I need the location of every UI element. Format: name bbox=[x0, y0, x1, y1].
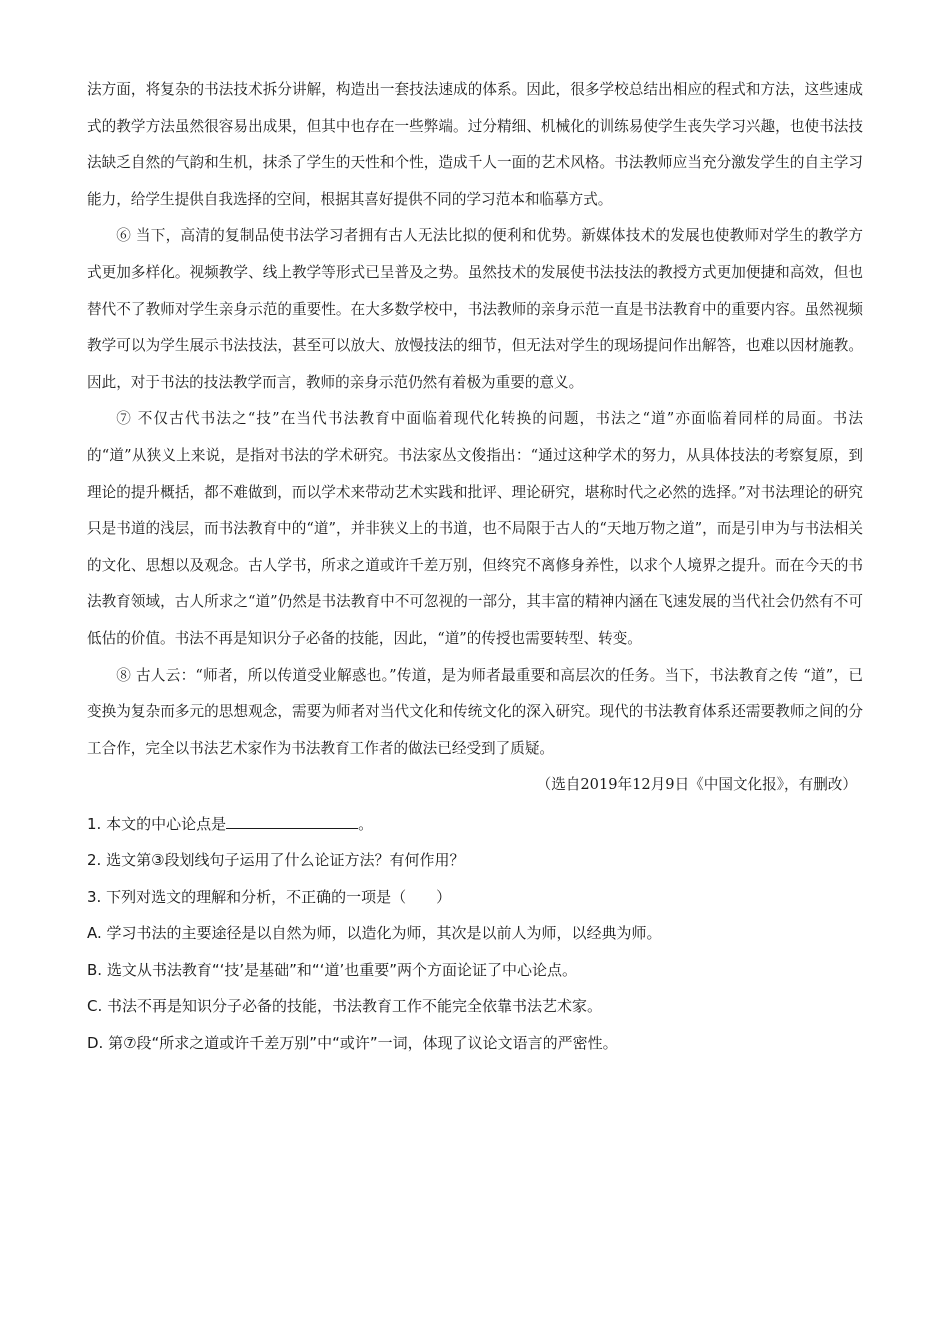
paragraph-5-continuation: 法方面，将复杂的书法技术拆分讲解，构造出一套技法速成的体系。因此，很多学校总结出相应的程式和方法，这些速成式的教学方法虽然很容易出成果，但其中也存在一些弊端。过分精细、机械化的训练易使学生丧失学习兴趣，也使书法技法缺乏自然的气韵和生机，抹杀了学生的天性和个性，造成千人一面的艺术风格。书法教师应当充分激发学生的自主学习能力，给学生提供自我选择的空间，根据其喜好提供不同的学习范本和临摹方式。 bbox=[87, 81, 863, 208]
question-2: 2. 选文第③段划线句子运用了什么论证方法？有何作用？ bbox=[87, 851, 465, 870]
answer-blank[interactable] bbox=[226, 813, 358, 829]
question-1-end: 。 bbox=[358, 814, 374, 833]
article-source: （选自2019年12月9日《中国文化报》，有删改） bbox=[536, 776, 857, 794]
option-d: D. 第⑦段“所求之道或许千差万别”中“或许”一词，体现了议论文语言的严密性。 bbox=[87, 1033, 618, 1052]
question-1-text: 1. 本文的中心论点是 bbox=[87, 814, 227, 833]
option-b: B. 选文从书法教育“‘技’是基础”和“‘道’也重要”两个方面论证了中心论点。 bbox=[87, 960, 577, 979]
article-body bbox=[87, 72, 863, 767]
question-3: 3. 下列对选文的理解和分析，不正确的一项是（ ） bbox=[87, 887, 452, 906]
question-list bbox=[87, 806, 863, 1062]
paragraph-8: ⑧ 古人云：“师者，所以传道受业解惑也。”传道，是为师者最重要和高层次的任务。当下，书法教育之传 “道”，已变换为复杂而多元的思想观念，需要为师者对当代文化和传统文化的深入研究。现代的书法教育体系还需要教师之间的分工合作，完全以书法艺术家作为书法教育工作者的做法已经受到了质疑。 bbox=[87, 666, 863, 757]
exam-page-content bbox=[87, 72, 863, 1061]
paragraph-7: ⑦ 不仅古代书法之“技”在当代书法教育中面临着现代化转换的问题，书法之“道”亦面临着同样的局面。书法的“道”从狭义上来说，是指对书法的学术研究。书法家丛文俊指出：“通过这种学术的努力，从具体技法的考察复原，到理论的提升概括，都不难做到，而以学术来带动艺术实践和批评、理论研究，堪称时代之必然的选择。”对书法理论的研究只是书道的浅层，而书法教育中的“道”，并非狭义上的书道，也不局限于古人的“天地万物之道”，而是引申为与书法相关的文化、思想以及观念。古人学书，所求之道或许千差万别，但终究不离修身养性，以求个人境界之提升。而在今天的书法教育领域，古人所求之“道”仍然是书法教育中不可忽视的一部分，其丰富的精神内涵在飞速发展的当代社会仍然有不可低估的价值。书法不再是知识分子必备的技能，因此，“道”的传授也需要转型、转变。 bbox=[87, 410, 863, 647]
option-a: A. 学习书法的主要途径是以自然为师，以造化为师，其次是以前人为师，以经典为师。 bbox=[87, 924, 662, 943]
question-1 bbox=[87, 806, 863, 843]
paragraph-6: ⑥ 当下，高清的复制品使书法学习者拥有古人无法比拟的便利和优势。新媒体技术的发展也使教师对学生的教学方式更加多样化。视频教学、线上教学等形式已呈普及之势。虽然技术的发展使书法技法的教授方式更加便捷和高效，但也替代不了教师对学生亲身示范的重要性。在大多数学校中，书法教师的亲身示范一直是书法教育中的重要内容。虽然视频教学可以为学生展示书法技法，甚至可以放大、放慢技法的细节，但无法对学生的现场提问作出解答，也难以因材施教。因此，对于书法的技法教学而言，教师的亲身示范仍然有着极为重要的意义。 bbox=[87, 227, 863, 391]
option-c: C. 书法不再是知识分子必备的技能，书法教育工作不能完全依靠书法艺术家。 bbox=[87, 997, 603, 1016]
